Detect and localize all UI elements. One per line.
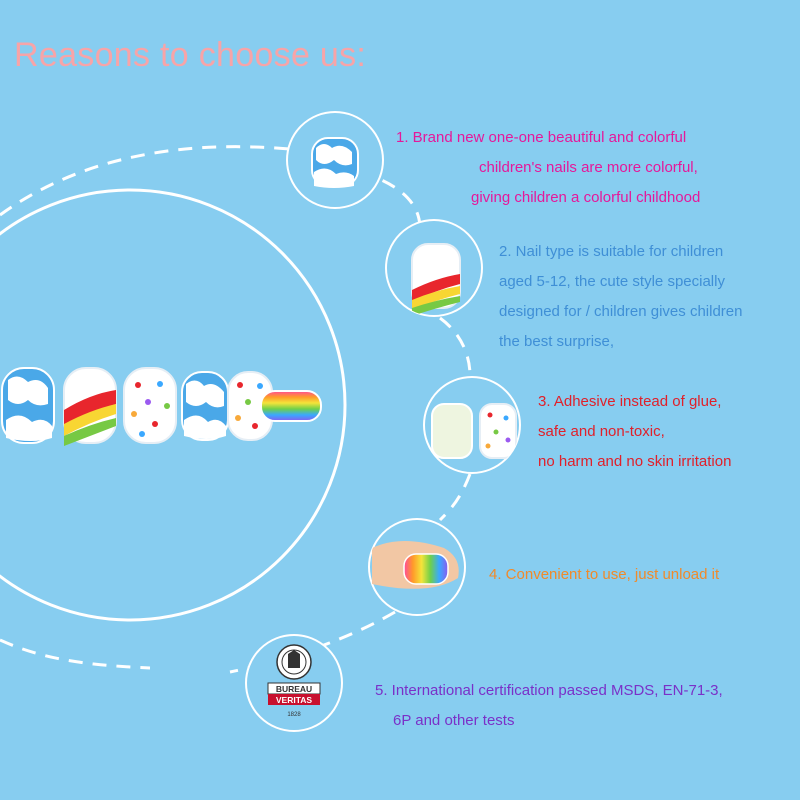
reason-2-line-4: the best surprise, — [499, 333, 615, 350]
reason-5-text — [375, 676, 723, 736]
rainbow-nail-icon — [386, 220, 482, 316]
reason-1-line-1: 1. Brand new one-one beautiful and colorful — [396, 129, 687, 146]
logo-text-bottom: VERITAS — [275, 695, 313, 705]
reason-2-text — [499, 237, 742, 357]
reason-3-text — [538, 387, 731, 477]
reason-5-line-1: 5. International certification passed MSDS, EN-71-3, — [375, 682, 723, 699]
reason-1-line-3: giving children a colorful childhood — [471, 189, 701, 206]
logo-text-top: BUREAU — [275, 684, 313, 694]
reason-3-line-1: 3. Adhesive instead of glue, — [538, 393, 722, 410]
reason-3-line-2: safe and non-toxic, — [538, 423, 665, 440]
reason-4-text — [489, 560, 719, 590]
reason-5-line-2: 6P and other tests — [393, 712, 515, 729]
bureau-veritas-logo — [246, 635, 342, 731]
cloud-nail-icon — [287, 112, 383, 208]
reason-2-line-1: 2. Nail type is suitable for children — [499, 243, 724, 260]
adhesive-nail-icon — [424, 377, 520, 473]
reason-1-text — [396, 123, 700, 213]
finger-nail-icon — [369, 519, 465, 615]
reason-1-line-2: children's nails are more colorful, — [479, 159, 698, 176]
reason-3-line-3: no harm and no skin irritation — [538, 453, 732, 470]
nail-row — [2, 368, 321, 446]
reason-4-line-1: 4. Convenient to use, just unload it — [489, 566, 720, 583]
reason-2-line-2: aged 5-12, the cute style specially — [499, 273, 725, 290]
logo-year: 1828 — [287, 712, 301, 718]
reason-2-line-3: designed for / children gives children — [499, 303, 743, 320]
page-title: Reasons to choose us: — [14, 36, 367, 74]
